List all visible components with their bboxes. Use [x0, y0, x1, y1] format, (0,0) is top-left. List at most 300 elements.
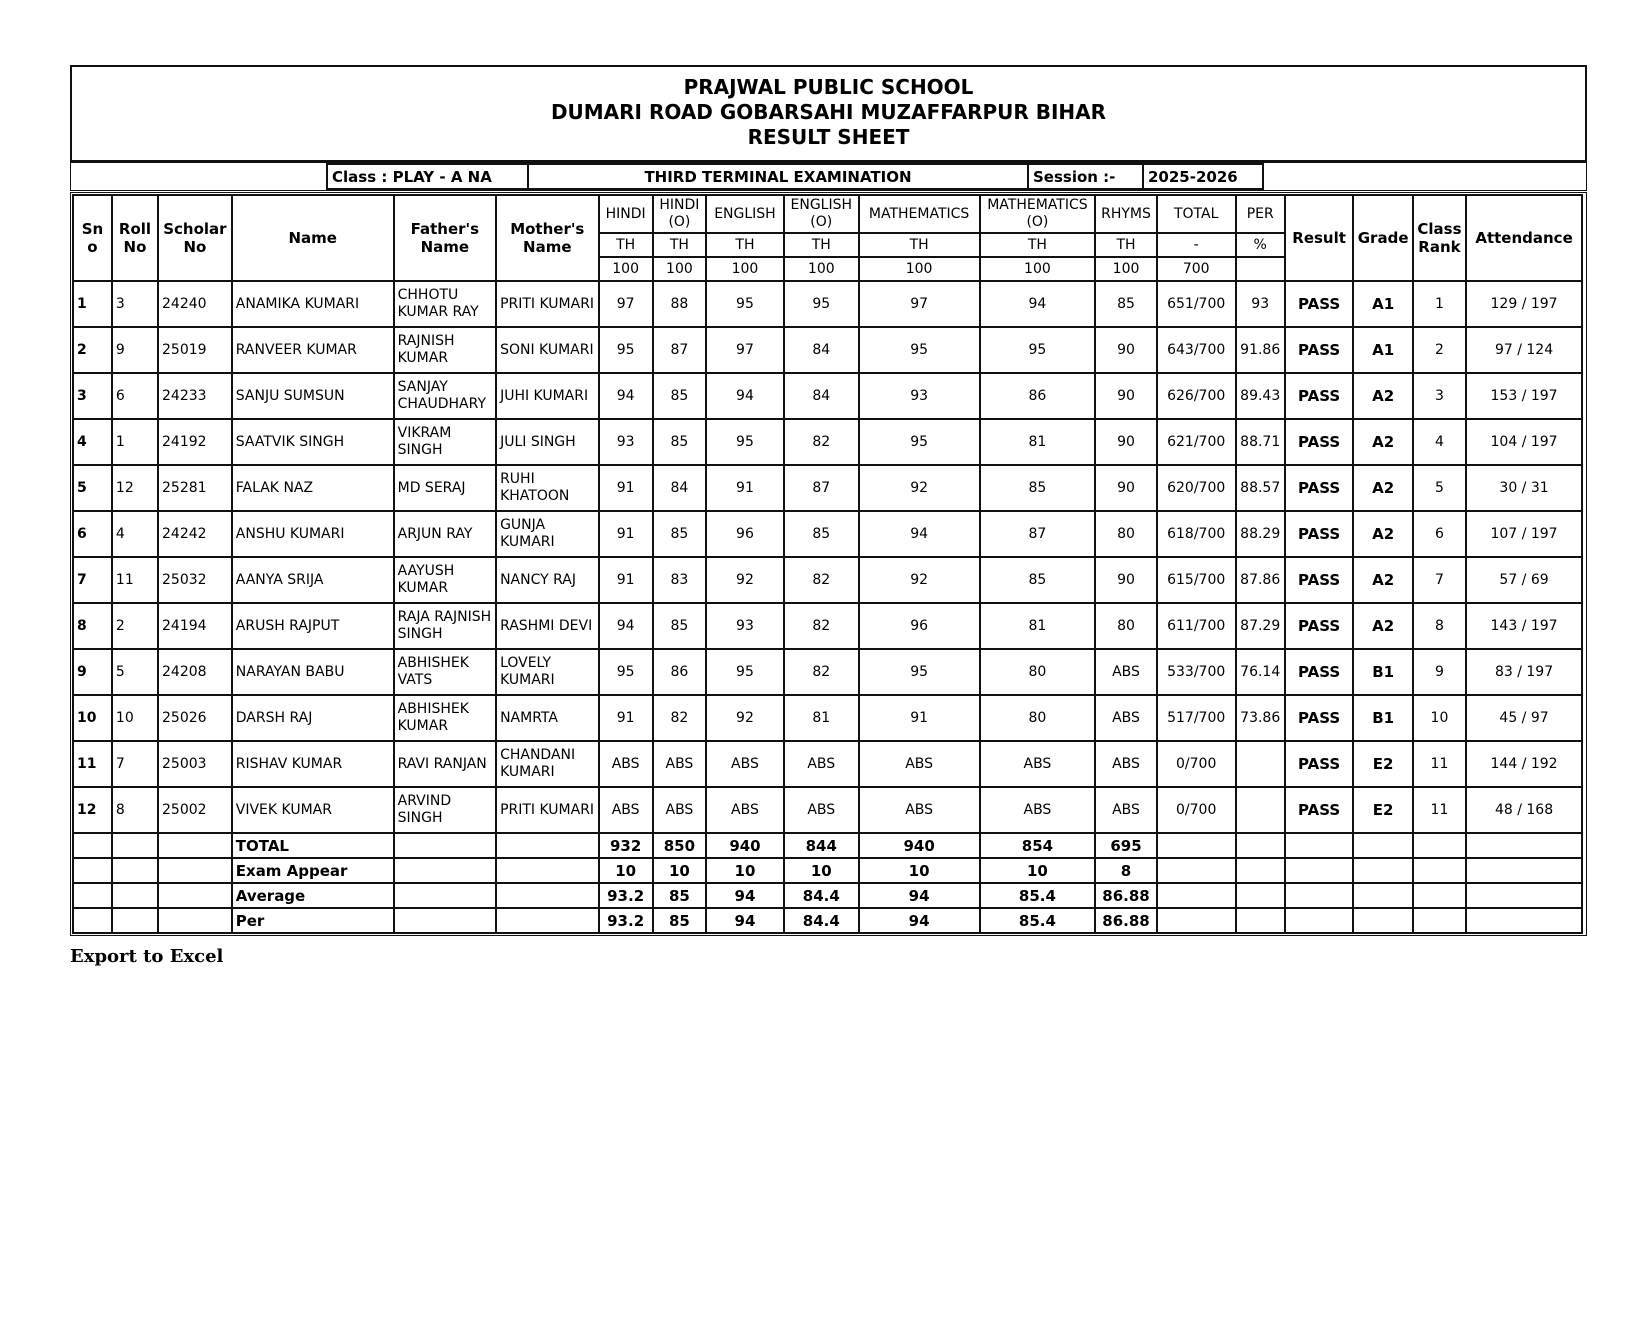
summary-value: 8	[1095, 858, 1156, 883]
cell-mark: 97	[599, 281, 653, 327]
cell-father: AAYUSH KUMAR	[394, 557, 496, 603]
exam-type-cell: TH	[599, 233, 653, 257]
col-per-header: PER	[1236, 195, 1285, 233]
cell-roll: 8	[112, 787, 158, 833]
table-row	[73, 511, 1582, 557]
summary-row-total	[73, 833, 1582, 858]
cell-name: NARAYAN BABU	[232, 649, 394, 695]
summary-value: 10	[706, 858, 784, 883]
per-type-cell: %	[1236, 233, 1285, 257]
cell-father: RAVI RANJAN	[394, 741, 496, 787]
total-type-cell: -	[1157, 233, 1236, 257]
exam-info-bar	[70, 162, 1587, 191]
summary-row-average	[73, 883, 1582, 908]
cell-mark: 90	[1095, 373, 1156, 419]
cell-mark: 94	[980, 281, 1096, 327]
summary-value: 695	[1095, 833, 1156, 858]
cell-mark: 86	[653, 649, 706, 695]
summary-value: 940	[859, 833, 980, 858]
cell-grade: A2	[1353, 511, 1412, 557]
cell-sno: 3	[73, 373, 112, 419]
exam-type-cell: TH	[980, 233, 1096, 257]
export-to-excel-link[interactable]: Export to Excel	[70, 946, 224, 967]
cell-mark: 85	[653, 511, 706, 557]
cell-attendance: 83 / 197	[1466, 649, 1582, 695]
cell-mark: ABS	[1095, 695, 1156, 741]
summary-value: 84.4	[784, 883, 859, 908]
cell-name: FALAK NAZ	[232, 465, 394, 511]
cell-scholar: 24233	[158, 373, 232, 419]
cell-attendance: 143 / 197	[1466, 603, 1582, 649]
cell-mark: ABS	[706, 741, 784, 787]
cell-rank: 9	[1413, 649, 1466, 695]
cell-mother: PRITI KUMARI	[496, 787, 598, 833]
cell-mark: 85	[653, 373, 706, 419]
cell-result: PASS	[1285, 695, 1354, 741]
col-roll-header: Roll No	[112, 195, 158, 281]
cell-roll: 12	[112, 465, 158, 511]
cell-total: 620/700	[1157, 465, 1236, 511]
cell-grade: E2	[1353, 787, 1412, 833]
session-value: 2025-2026	[1144, 163, 1264, 190]
cell-rank: 4	[1413, 419, 1466, 465]
cell-mark: ABS	[706, 787, 784, 833]
cell-scholar: 25019	[158, 327, 232, 373]
cell-grade: A2	[1353, 603, 1412, 649]
cell-mark: ABS	[1095, 741, 1156, 787]
cell-result: PASS	[1285, 419, 1354, 465]
exam-title: THIRD TERMINAL EXAMINATION	[529, 163, 1029, 190]
col-result-header: Result	[1285, 195, 1354, 281]
cell-mark: 94	[599, 603, 653, 649]
cell-mother: NAMRTA	[496, 695, 598, 741]
cell-father: RAJA RAJNISH SINGH	[394, 603, 496, 649]
cell-name: ANAMIKA KUMARI	[232, 281, 394, 327]
max-marks-cell: 100	[980, 257, 1096, 281]
summary-value: 84.4	[784, 908, 859, 933]
cell-grade: A2	[1353, 465, 1412, 511]
cell-result: PASS	[1285, 327, 1354, 373]
cell-per: 76.14	[1236, 649, 1285, 695]
summary-value: 85.4	[980, 908, 1096, 933]
cell-result: PASS	[1285, 281, 1354, 327]
cell-mark: 93	[859, 373, 980, 419]
cell-grade: B1	[1353, 649, 1412, 695]
cell-mark: 94	[859, 511, 980, 557]
cell-mark: 95	[706, 419, 784, 465]
cell-sno: 5	[73, 465, 112, 511]
cell-grade: A2	[1353, 373, 1412, 419]
cell-father: ABHISHEK KUMAR	[394, 695, 496, 741]
cell-mother: NANCY RAJ	[496, 557, 598, 603]
cell-mark: 81	[980, 603, 1096, 649]
cell-sno: 10	[73, 695, 112, 741]
summary-value: 93.2	[599, 908, 653, 933]
col-subject-header: ENGLISH (O)	[784, 195, 859, 233]
cell-total: 621/700	[1157, 419, 1236, 465]
cell-scholar: 25003	[158, 741, 232, 787]
summary-label: TOTAL	[232, 833, 394, 858]
cell-total: 618/700	[1157, 511, 1236, 557]
table-row	[73, 741, 1582, 787]
cell-mark: 95	[980, 327, 1096, 373]
cell-father: ABHISHEK VATS	[394, 649, 496, 695]
summary-value: 10	[599, 858, 653, 883]
cell-mark: ABS	[599, 741, 653, 787]
cell-mark: 90	[1095, 465, 1156, 511]
cell-scholar: 24194	[158, 603, 232, 649]
cell-mark: 82	[784, 603, 859, 649]
col-attendance-header: Attendance	[1466, 195, 1582, 281]
cell-total: 533/700	[1157, 649, 1236, 695]
cell-mark: 91	[859, 695, 980, 741]
cell-rank: 8	[1413, 603, 1466, 649]
summary-value: 85.4	[980, 883, 1096, 908]
summary-value: 932	[599, 833, 653, 858]
cell-sno: 12	[73, 787, 112, 833]
cell-scholar: 24240	[158, 281, 232, 327]
summary-value: 10	[859, 858, 980, 883]
exam-type-cell: TH	[784, 233, 859, 257]
cell-mark: 94	[706, 373, 784, 419]
cell-grade: A2	[1353, 557, 1412, 603]
cell-scholar: 25002	[158, 787, 232, 833]
col-subject-header: HINDI	[599, 195, 653, 233]
cell-mark: 90	[1095, 419, 1156, 465]
cell-roll: 1	[112, 419, 158, 465]
cell-mark: 93	[599, 419, 653, 465]
cell-mark: 85	[980, 557, 1096, 603]
summary-value: 10	[653, 858, 706, 883]
col-subject-header: MATHEMATICS (O)	[980, 195, 1096, 233]
cell-mother: JUHI KUMARI	[496, 373, 598, 419]
cell-mark: 85	[653, 419, 706, 465]
cell-mark: 90	[1095, 557, 1156, 603]
cell-attendance: 144 / 192	[1466, 741, 1582, 787]
cell-result: PASS	[1285, 511, 1354, 557]
col-name-header: Name	[232, 195, 394, 281]
summary-label: Average	[232, 883, 394, 908]
cell-father: CHHOTU KUMAR RAY	[394, 281, 496, 327]
col-subject-header: HINDI (O)	[653, 195, 706, 233]
cell-mark: 87	[980, 511, 1096, 557]
summary-label: Per	[232, 908, 394, 933]
summary-value: 94	[706, 908, 784, 933]
cell-mark: 85	[980, 465, 1096, 511]
result-table-wrap	[70, 192, 1587, 936]
cell-rank: 7	[1413, 557, 1466, 603]
cell-result: PASS	[1285, 557, 1354, 603]
cell-mark: 83	[653, 557, 706, 603]
cell-per: 88.29	[1236, 511, 1285, 557]
cell-mark: 84	[653, 465, 706, 511]
cell-total: 0/700	[1157, 741, 1236, 787]
cell-per: 88.71	[1236, 419, 1285, 465]
cell-result: PASS	[1285, 373, 1354, 419]
cell-per	[1236, 741, 1285, 787]
cell-mark: 87	[784, 465, 859, 511]
school-name: PRAJWAL PUBLIC SCHOOL	[683, 75, 974, 99]
cell-roll: 5	[112, 649, 158, 695]
cell-result: PASS	[1285, 741, 1354, 787]
col-sno-header: Sno	[73, 195, 112, 281]
cell-roll: 3	[112, 281, 158, 327]
max-marks-cell: 100	[706, 257, 784, 281]
cell-attendance: 104 / 197	[1466, 419, 1582, 465]
cell-mark: 92	[859, 557, 980, 603]
cell-mark: 82	[784, 419, 859, 465]
table-row	[73, 649, 1582, 695]
cell-mark: 90	[1095, 327, 1156, 373]
col-scholar-header: Scholar No	[158, 195, 232, 281]
cell-result: PASS	[1285, 465, 1354, 511]
cell-roll: 2	[112, 603, 158, 649]
cell-mother: SONI KUMARI	[496, 327, 598, 373]
exam-type-cell: TH	[859, 233, 980, 257]
cell-mark: 85	[1095, 281, 1156, 327]
col-rank-header: Class Rank	[1413, 195, 1466, 281]
cell-rank: 10	[1413, 695, 1466, 741]
cell-mother: PRITI KUMARI	[496, 281, 598, 327]
cell-mark: 96	[706, 511, 784, 557]
cell-mother: RASHMI DEVI	[496, 603, 598, 649]
cell-mark: 80	[1095, 511, 1156, 557]
cell-mark: 95	[784, 281, 859, 327]
cell-mark: 81	[784, 695, 859, 741]
cell-total: 651/700	[1157, 281, 1236, 327]
school-header	[70, 65, 1587, 162]
cell-rank: 11	[1413, 741, 1466, 787]
cell-attendance: 129 / 197	[1466, 281, 1582, 327]
cell-mark: 87	[653, 327, 706, 373]
cell-sno: 1	[73, 281, 112, 327]
cell-rank: 2	[1413, 327, 1466, 373]
cell-total: 626/700	[1157, 373, 1236, 419]
cell-scholar: 24242	[158, 511, 232, 557]
cell-mark: 82	[653, 695, 706, 741]
cell-mark: 97	[859, 281, 980, 327]
cell-grade: A1	[1353, 327, 1412, 373]
cell-mark: ABS	[653, 741, 706, 787]
table-row	[73, 557, 1582, 603]
cell-total: 0/700	[1157, 787, 1236, 833]
cell-mark: 95	[706, 649, 784, 695]
cell-attendance: 45 / 97	[1466, 695, 1582, 741]
cell-sno: 7	[73, 557, 112, 603]
summary-value: 93.2	[599, 883, 653, 908]
cell-mark: 95	[706, 281, 784, 327]
cell-father: SANJAY CHAUDHARY	[394, 373, 496, 419]
summary-value: 854	[980, 833, 1096, 858]
summary-value: 85	[653, 908, 706, 933]
cell-mark: 92	[706, 695, 784, 741]
table-row	[73, 327, 1582, 373]
cell-name: AANYA SRIJA	[232, 557, 394, 603]
cell-mark: 95	[859, 649, 980, 695]
cell-mark: ABS	[859, 741, 980, 787]
cell-grade: E2	[1353, 741, 1412, 787]
cell-mark: 95	[599, 649, 653, 695]
col-total-header: TOTAL	[1157, 195, 1236, 233]
cell-mark: 84	[784, 373, 859, 419]
cell-result: PASS	[1285, 603, 1354, 649]
cell-sno: 11	[73, 741, 112, 787]
info-spacer-left	[71, 163, 326, 190]
col-subject-header: ENGLISH	[706, 195, 784, 233]
cell-mark: 88	[653, 281, 706, 327]
cell-name: ANSHU KUMARI	[232, 511, 394, 557]
cell-scholar: 25026	[158, 695, 232, 741]
cell-mark: 85	[653, 603, 706, 649]
cell-mark: ABS	[1095, 649, 1156, 695]
summary-value: 94	[859, 908, 980, 933]
max-marks-cell: 100	[653, 257, 706, 281]
cell-mark: 82	[784, 557, 859, 603]
cell-rank: 11	[1413, 787, 1466, 833]
sheet-title: RESULT SHEET	[747, 125, 910, 149]
col-subject-header: MATHEMATICS	[859, 195, 980, 233]
summary-value: 940	[706, 833, 784, 858]
cell-name: ARUSH RAJPUT	[232, 603, 394, 649]
cell-mark: ABS	[859, 787, 980, 833]
cell-name: SAATVIK SINGH	[232, 419, 394, 465]
cell-mark: 91	[706, 465, 784, 511]
summary-value: 10	[980, 858, 1096, 883]
cell-mark: ABS	[980, 741, 1096, 787]
summary-row-per	[73, 908, 1582, 933]
cell-mark: ABS	[980, 787, 1096, 833]
cell-attendance: 107 / 197	[1466, 511, 1582, 557]
cell-per: 93	[1236, 281, 1285, 327]
col-grade-header: Grade	[1353, 195, 1412, 281]
cell-attendance: 30 / 31	[1466, 465, 1582, 511]
cell-grade: B1	[1353, 695, 1412, 741]
cell-mark: 80	[980, 649, 1096, 695]
cell-mark: 91	[599, 465, 653, 511]
table-row	[73, 465, 1582, 511]
cell-mark: 95	[859, 327, 980, 373]
result-table	[72, 194, 1583, 934]
cell-per: 88.57	[1236, 465, 1285, 511]
max-marks-cell: 100	[859, 257, 980, 281]
class-label: Class : PLAY - A NA	[326, 163, 529, 190]
cell-mark: 85	[784, 511, 859, 557]
cell-mark: 91	[599, 511, 653, 557]
cell-mark: 80	[980, 695, 1096, 741]
table-row	[73, 281, 1582, 327]
info-spacer-right	[1264, 163, 1586, 190]
summary-value: 86.88	[1095, 908, 1156, 933]
cell-per: 91.86	[1236, 327, 1285, 373]
max-marks-cell: 100	[1095, 257, 1156, 281]
cell-attendance: 57 / 69	[1466, 557, 1582, 603]
cell-mark: ABS	[653, 787, 706, 833]
cell-total: 611/700	[1157, 603, 1236, 649]
cell-name: VIVEK KUMAR	[232, 787, 394, 833]
cell-per	[1236, 787, 1285, 833]
cell-mother: LOVELY KUMARI	[496, 649, 598, 695]
cell-mother: RUHI KHATOON	[496, 465, 598, 511]
cell-roll: 4	[112, 511, 158, 557]
cell-father: ARJUN RAY	[394, 511, 496, 557]
max-marks-cell: 100	[784, 257, 859, 281]
cell-mother: CHANDANI KUMARI	[496, 741, 598, 787]
cell-mark: ABS	[1095, 787, 1156, 833]
cell-result: PASS	[1285, 787, 1354, 833]
cell-mark: 94	[599, 373, 653, 419]
cell-roll: 10	[112, 695, 158, 741]
cell-mark: ABS	[784, 741, 859, 787]
cell-scholar: 25032	[158, 557, 232, 603]
cell-per: 87.86	[1236, 557, 1285, 603]
cell-mark: 97	[706, 327, 784, 373]
table-row	[73, 787, 1582, 833]
cell-attendance: 97 / 124	[1466, 327, 1582, 373]
cell-father: RAJNISH KUMAR	[394, 327, 496, 373]
summary-value: 850	[653, 833, 706, 858]
total-max-cell: 700	[1157, 257, 1236, 281]
cell-mark: 95	[599, 327, 653, 373]
cell-mark: 81	[980, 419, 1096, 465]
cell-grade: A1	[1353, 281, 1412, 327]
cell-mark: 95	[859, 419, 980, 465]
cell-per: 73.86	[1236, 695, 1285, 741]
cell-mark: 84	[784, 327, 859, 373]
session-label: Session :-	[1029, 163, 1144, 190]
cell-mark: ABS	[784, 787, 859, 833]
cell-rank: 3	[1413, 373, 1466, 419]
cell-mark: 96	[859, 603, 980, 649]
cell-mother: GUNJA KUMARI	[496, 511, 598, 557]
col-subject-header: RHYMS	[1095, 195, 1156, 233]
cell-result: PASS	[1285, 649, 1354, 695]
cell-sno: 6	[73, 511, 112, 557]
result-sheet	[70, 65, 1587, 967]
exam-type-cell: TH	[653, 233, 706, 257]
cell-sno: 9	[73, 649, 112, 695]
cell-rank: 6	[1413, 511, 1466, 557]
summary-value: 94	[706, 883, 784, 908]
summary-value: 85	[653, 883, 706, 908]
table-row	[73, 603, 1582, 649]
cell-sno: 2	[73, 327, 112, 373]
cell-per: 87.29	[1236, 603, 1285, 649]
cell-mark: 91	[599, 695, 653, 741]
cell-total: 517/700	[1157, 695, 1236, 741]
cell-mark: 92	[859, 465, 980, 511]
cell-total: 615/700	[1157, 557, 1236, 603]
cell-mark: 86	[980, 373, 1096, 419]
cell-rank: 1	[1413, 281, 1466, 327]
summary-value: 844	[784, 833, 859, 858]
summary-value: 94	[859, 883, 980, 908]
cell-father: VIKRAM SINGH	[394, 419, 496, 465]
cell-sno: 4	[73, 419, 112, 465]
summary-value: 10	[784, 858, 859, 883]
cell-name: RISHAV KUMAR	[232, 741, 394, 787]
table-row	[73, 419, 1582, 465]
cell-roll: 6	[112, 373, 158, 419]
cell-roll: 7	[112, 741, 158, 787]
cell-mark: 92	[706, 557, 784, 603]
col-father-header: Father's Name	[394, 195, 496, 281]
cell-mark: 91	[599, 557, 653, 603]
exam-type-cell: TH	[706, 233, 784, 257]
max-marks-cell: 100	[599, 257, 653, 281]
col-mother-header: Mother's Name	[496, 195, 598, 281]
cell-roll: 9	[112, 327, 158, 373]
cell-mark: 82	[784, 649, 859, 695]
